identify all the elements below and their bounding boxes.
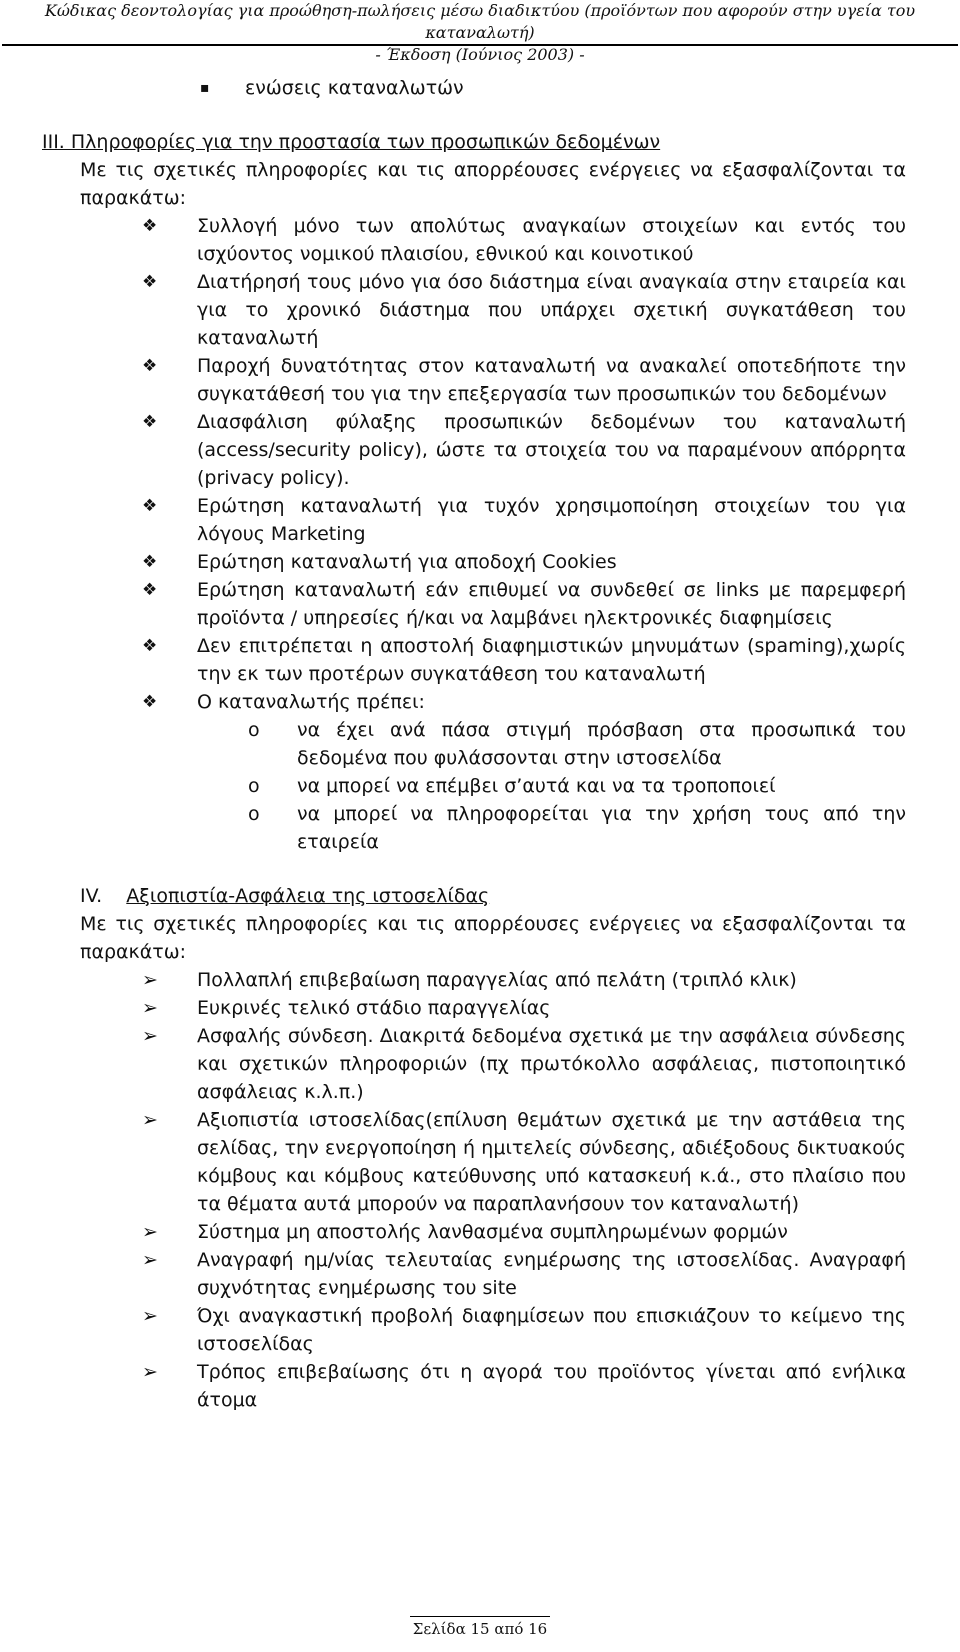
page-footer	[0, 1620, 960, 1638]
section4-item-6: Αναγραφή ημ/νίας τελευταίας ενημέρωσης της ιστοσελίδας. Αναγραφή συχνότητας ενημέρωσης του site	[197, 1249, 906, 1299]
section3-item-5: Ερώτηση καταναλωτή για τυχόν χρησιμοποίηση στοιχείων του για λόγους Marketing	[197, 495, 906, 545]
diamond-bullet-icon: ❖	[142, 496, 158, 516]
section3-item-1: Συλλογή μόνο των απολύτως αναγκαίων στοιχείων και εντός του ισχύοντος νομικού πλαισίου, εθνικού και κοινοτικού	[197, 215, 906, 265]
document-body	[42, 74, 906, 1414]
list-item	[82, 716, 906, 772]
list-item	[82, 74, 906, 102]
arrow-bullet-icon: ➢	[142, 1249, 158, 1271]
arrow-bullet-icon: ➢	[142, 1361, 158, 1383]
section4-heading: Αξιοπιστία-Ασφάλεια της ιστοσελίδας	[126, 885, 490, 907]
section4-item-3: Ασφαλής σύνδεση. Διακριτά δεδομένα σχετικά με την ασφάλεια σύνδεσης και σχετικών πληροφοριών (πχ πρωτόκολλο ασφάλειας, πιστοποιητικό ασφάλειας κ.λ.π.)	[197, 1025, 906, 1103]
diamond-bullet-icon: ❖	[142, 692, 158, 712]
section4-item-8: Τρόπος επιβεβαίωσης ότι η αγορά του προϊόντος γίνεται από ενήλικα άτομα	[197, 1361, 906, 1411]
diamond-bullet-icon: ❖	[142, 216, 158, 236]
list-item	[82, 966, 906, 994]
section3-item-8: Δεν επιτρέπεται η αποστολή διαφημιστικών μηνυμάτων (spaming),χωρίς την εκ των προτέρων συγκατάθεση του καταναλωτή	[197, 635, 906, 685]
header-rule	[2, 44, 958, 46]
list-item	[82, 688, 906, 716]
list-item	[82, 1246, 906, 1302]
section4-item-2: Ευκρινές τελικό στάδιο παραγγελίας	[197, 997, 551, 1019]
header-title-line2: - Έκδοση (Ιούνιος 2003) -	[375, 45, 585, 64]
section3-item-2: Διατήρησή τους μόνο για όσο διάστημα είναι αναγκαία στην εταιρεία και για το χρονικό διάστημα που υπάρχει σχετική συγκατάθεση του καταναλωτή	[197, 271, 906, 349]
circle-bullet-icon: o	[248, 803, 260, 825]
list-item	[82, 548, 906, 576]
list-item	[82, 772, 906, 800]
list-item	[82, 492, 906, 548]
circle-bullet-icon: o	[248, 719, 260, 741]
section3-subitem-3: να μπορεί να πληροφορείται για την χρήση τους από την εταιρεία	[297, 803, 906, 853]
header-title-line1: Κώδικας δεοντολογίας για προώθηση-πωλήσεις μέσω διαδικτύου (προϊόντων που αφορούν στην υγεία του καταναλωτή)	[44, 1, 916, 42]
section4-item-7: Όχι αναγκαστική προβολή διαφημίσεων που επισκιάζουν το κείμενο της ιστοσελίδας	[197, 1305, 906, 1355]
list-item	[82, 800, 906, 856]
section3-subitem-1: να έχει ανά πάσα στιγμή πρόσβαση στα προσωπικά του δεδομένα που φυλάσσονται στην ιστοσελίδα	[297, 719, 906, 769]
diamond-bullet-icon: ❖	[142, 580, 158, 600]
list-item	[82, 268, 906, 352]
footer-rule	[410, 1616, 550, 1617]
section4-item-4: Αξιοπιστία ιστοσελίδας(επίλυση θεμάτων σχετικά με την αστάθεια της σελίδας, την ενεργοποίηση ή ημιτελείς σύνδεσης, αδιέξοδους δικτυακούς κόμβους και κόμβους κατεύθυνσης υπό κατασκευή κ.ά., στο πλαίσιο που τα θέματα αυτά μπορούν να παραπλανήσουν τον καταναλωτή)	[197, 1109, 906, 1215]
section3-subitem-2: να μπορεί να επέμβει σ’αυτά και να τα τροποποιεί	[297, 775, 776, 797]
section4-item-5: Σύστημα μη αποστολής λανθασμένα συμπληρωμένων φορμών	[197, 1221, 788, 1243]
section3-item-9: Ο καταναλωτής πρέπει:	[197, 691, 425, 713]
circle-bullet-icon: o	[248, 775, 260, 797]
section3-heading: ΙΙΙ. Πληροφορίες για την προστασία των προσωπικών δεδομένων	[42, 131, 661, 153]
arrow-bullet-icon: ➢	[142, 1221, 158, 1243]
section3-item-3: Παροχή δυνατότητας στον καταναλωτή να ανακαλεί οποτεδήποτε την συγκατάθεσή του για την επεξεργασία των προσωπικών του δεδομένων	[197, 355, 906, 405]
section4-heading-row	[80, 882, 906, 910]
arrow-bullet-icon: ➢	[142, 997, 158, 1019]
square-bullet-icon: ▪	[200, 80, 210, 96]
list-item	[82, 994, 906, 1022]
list-item	[82, 576, 906, 632]
arrow-bullet-icon: ➢	[142, 1109, 158, 1131]
diamond-bullet-icon: ❖	[142, 412, 158, 432]
diamond-bullet-icon: ❖	[142, 356, 158, 376]
section3-item-7: Ερώτηση καταναλωτή εάν επιθυμεί να συνδεθεί σε links με παρεμφερή προϊόντα / υπηρεσίες ή/και να λαμβάνει ηλεκτρονικές διαφημίσεις	[197, 579, 906, 629]
top-item-text: ενώσεις καταναλωτών	[245, 77, 464, 99]
list-item	[82, 632, 906, 688]
page-header	[0, 0, 960, 66]
arrow-bullet-icon: ➢	[142, 969, 158, 991]
diamond-bullet-icon: ❖	[142, 636, 158, 656]
section4-item-1: Πολλαπλή επιβεβαίωση παραγγελίας από πελάτη (τριπλό κλικ)	[197, 969, 797, 991]
section3-intro: Με τις σχετικές πληροφορίες και τις απορρέουσες ενέργειες να εξασφαλίζονται τα παρακάτω:	[80, 159, 906, 209]
section4-numeral: IV.	[80, 885, 103, 907]
list-item	[82, 352, 906, 408]
list-item	[82, 408, 906, 492]
list-item	[82, 212, 906, 268]
diamond-bullet-icon: ❖	[142, 272, 158, 292]
list-item	[82, 1022, 906, 1106]
list-item	[82, 1358, 906, 1414]
list-item	[82, 1218, 906, 1246]
list-item	[82, 1302, 906, 1358]
arrow-bullet-icon: ➢	[142, 1025, 158, 1047]
section4-intro: Με τις σχετικές πληροφορίες και τις απορρέουσες ενέργειες να εξασφαλίζονται τα παρακάτω:	[80, 913, 906, 963]
section3-item-6: Ερώτηση καταναλωτή για αποδοχή Cookies	[197, 551, 617, 573]
page-number: Σελίδα 15 από 16	[412, 1620, 548, 1638]
arrow-bullet-icon: ➢	[142, 1305, 158, 1327]
diamond-bullet-icon: ❖	[142, 552, 158, 572]
section3-item-4: Διασφάλιση φύλαξης προσωπικών δεδομένων του καταναλωτή (access/security policy), ώστε τα στοιχεία του να παραμένουν απόρρητα (privacy policy).	[197, 411, 906, 489]
list-item	[82, 1106, 906, 1218]
